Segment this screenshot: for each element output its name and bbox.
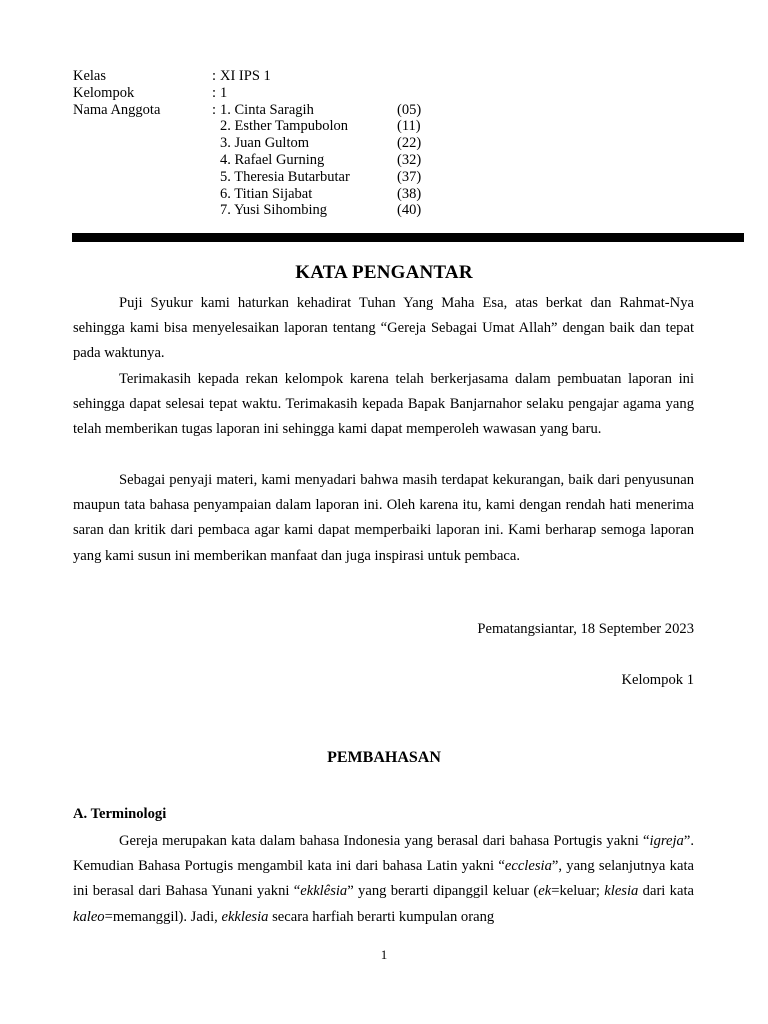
paragraph-text: Puji Syukur kami haturkan kehadirat Tuhan Yang Maha Esa, atas berkat dan Rahmat-Nya sehingga kami bisa menyelesaikan laporan tentang “Gereja Sebagai Umat Allah” dengan baik dan tepat pada waktunya. (73, 295, 694, 362)
page-number: 1 (380, 947, 388, 962)
kelompok-label: Kelompok (73, 84, 135, 101)
paragraph-text: Terimakasih kepada rekan kelompok karena telah berkerjasama dalam pembuatan laporan ini sehingga dapat selesai tepat waktu. Terimakasih kepada Bapak Banjarnahor selaku pengajar agama yang telah memberikan tugas laporan ini sehingga kami dapat memperoleh wawasan yang baru. (73, 371, 694, 438)
terminologi-paragraph (73, 829, 694, 933)
member-number: (22) (397, 135, 422, 152)
colon: : (212, 84, 217, 101)
member-number: (38) (397, 185, 422, 202)
member-number: (37) (397, 168, 422, 185)
member-row (73, 118, 453, 135)
kelas-row (73, 68, 453, 85)
text-run: ”, yang selanjutnya kata ini berasal dari Bahasa Yunani yakni “ (73, 858, 694, 900)
italic-term: ekklesia (221, 908, 269, 925)
member-name: 1. Cinta Saragih (220, 101, 314, 118)
member-name: 4. Rafael Gurning (220, 151, 325, 168)
text-run: ”. Kemudian Bahasa Portugis mengambil kata ini dari bahasa Latin yakni “ (73, 833, 694, 875)
divider-bar (72, 233, 744, 242)
member-name: 7. Yusi Sihombing (220, 202, 328, 219)
section-heading: A. Terminologi (73, 806, 167, 822)
member-number: (05) (397, 101, 422, 118)
paragraph (73, 367, 694, 443)
text-run: ” yang berarti dipanggil keluar ( (347, 883, 539, 900)
italic-term: klesia (604, 883, 639, 900)
text-run: dari kata (638, 883, 694, 900)
member-row (73, 152, 453, 169)
kelas-value: XI IPS 1 (220, 68, 271, 84)
member-row (73, 186, 453, 203)
pembahasan-title: PEMBAHASAN (327, 749, 441, 766)
place-date: Pematangsiantar, 18 September 2023 (477, 621, 694, 637)
member-name: 5. Theresia Butarbutar (220, 168, 350, 185)
paragraph-text: Sebagai penyaji materi, kami menyadari bahwa masih terdapat kekurangan, baik dari penyusunan maupun tata bahasa penyampaian dalam laporan ini. Oleh karena itu, kami dengan rendah hati menerima saran dan kritik dari pembaca agar kami dapat memperbaiki laporan ini. Kami berharap semoga laporan yang kami susun ini memberikan manfaat dan juga inspirasi untuk pembaca. (73, 472, 694, 564)
paragraph (73, 468, 694, 569)
kata-pengantar-title: KATA PENGANTAR (295, 262, 473, 283)
kelompok-value: 1 (220, 84, 228, 101)
member-name: 6. Titian Sijabat (220, 185, 313, 202)
member-row (73, 135, 453, 152)
text-run: =memanggil). Jadi, (104, 908, 222, 925)
text-run: secara harfiah berarti kumpulan orang (268, 908, 495, 925)
text-run: =keluar; (551, 883, 605, 900)
italic-term: ekklêsia (300, 883, 348, 900)
italic-term: kaleo (73, 908, 105, 925)
colon: : (212, 68, 217, 84)
text-run: Gereja merupakan kata dalam bahasa Indonesia yang berasal dari bahasa Portugis yakni “ (119, 833, 650, 849)
member-row (73, 102, 453, 119)
kelompok-row (73, 85, 453, 102)
kelas-label: Kelas (73, 68, 107, 84)
italic-term: igreja (649, 833, 684, 849)
member-number: (32) (397, 151, 422, 168)
member-name: 3. Juan Gultom (220, 135, 310, 152)
member-row (73, 202, 453, 219)
group-info (73, 68, 453, 219)
italic-term: ek (538, 883, 552, 900)
colon: : (212, 101, 217, 118)
paragraph (73, 291, 694, 367)
signature: Kelompok 1 (621, 672, 694, 688)
member-number: (40) (397, 202, 422, 219)
member-number: (11) (397, 118, 421, 135)
italic-term: ecclesia (504, 858, 552, 875)
anggota-label: Nama Anggota (73, 101, 161, 118)
member-row (73, 169, 453, 186)
member-name: 2. Esther Tampubolon (220, 118, 348, 135)
